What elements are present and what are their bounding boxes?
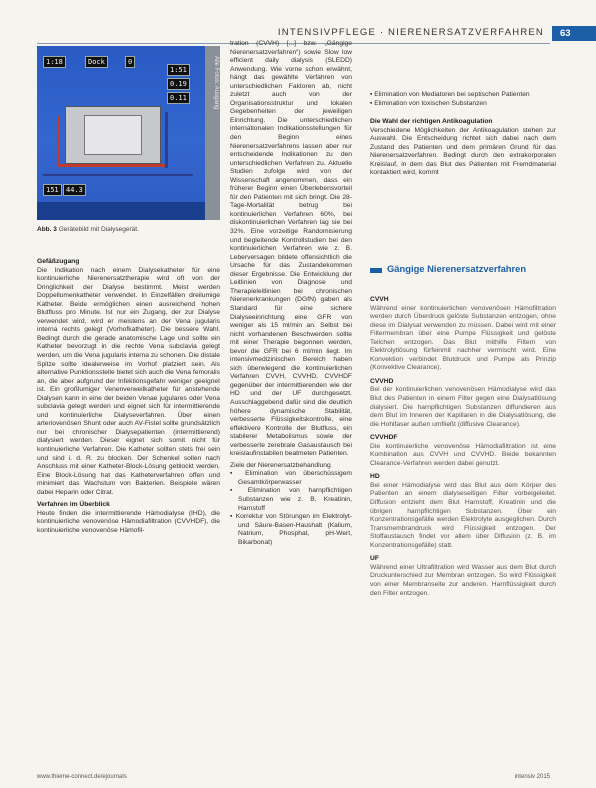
paragraph: tration (CVVH) [...] bzw. „Gängige Nierenersatzverfahren“) sowie Slow low efficient daily dialysis (SLEDD) Anwendung. Wie vorne schon erwähnt, hängt das gewählte Verfahren von unterschiedlichen Faktoren ab, nicht zuletzt auch von der Organisationsstruktur und lokalen Gegebenheiten der jeweiligen Einrichtung. Die unterschiedlichen internationalen Indikationsstellungen für den Beginn eines Nierenersatzverfahrens lassen aber nur entscheidende Indikationen zu den unterschiedlichen Verfahren zu. Aktuelle Studien zufolge wird von der Wissenschaft angenommen, dass ein früherer Beginn einen Überlebensvorteil für den Patienten mit sich bringt. Die 28-Tage-Mortalität betrug bei kontinuierlichen Verfahren 60%, bei diskontinuierlichen Verfahren lag sie bei 32%. Eine vorzeitige Randomisierung und begleitende Kontrollstudien bei den kontinuierlichen Verfahren wie z. B. Leberversagen bildete offensichtlich die Ursache für das Zustandekommen dieser Ergebnisse. Die Entwicklung der Leitlinien von Diagnose und Therapieleitlinien bei chronischen Nierenerkrankungen (DGfN) gaben als Standard für eine sichere Dialyseeinrichtung eine GFR von weniger als 15 ml/min an. Selbst bei nicht vorhandenen Beschwerden sollte mit einer Therapie begonnen werden, bevor die GFR bei 6 ml/min liegt. Im intensivmedizinischen Bereich haben sich überwiegend die kontinuierlichen Verfahren CVVH, CVVHD, CVVHDF gegenüber der intermittierenden wie der HD und der UF durchgesetzt. Ausschlaggebend dafür sind die deutlich höhere dynamische Stabilität, verbesserte Flüssigkeitskontrolle, eine effektivere Kontrolle der Blutfluss, ein stabilerer Metabolismus sowie der verbesserte zerebrale Gasaustausch bei kreislaufinstabilen beatmeten Patienten. xyxy=(230,40,352,458)
photo-credit-strip xyxy=(205,46,220,220)
readout: 151 xyxy=(43,184,62,196)
page-number: 63 xyxy=(552,26,596,41)
section-title: Gängige Nierenersatzverfahren xyxy=(387,263,527,274)
goals-heading: Ziele der Nierenersatzbehandlung xyxy=(230,461,331,469)
readout: 1:18 xyxy=(43,56,66,68)
caption-text: Gerätebild mit Dialysegerät. xyxy=(58,226,139,233)
readout: 44.3 xyxy=(63,184,86,196)
panel-footer xyxy=(37,202,205,220)
list-item: ▪ Elimination von überschüssigem Gesamtkörperwasser xyxy=(230,470,353,486)
column-1 xyxy=(37,258,220,536)
return-line xyxy=(165,112,168,168)
photo-credit: Alle Fotos: Ausgang xyxy=(213,56,219,110)
footer-url: www.thieme-connect.de/ejournals xyxy=(37,774,127,780)
blood-line xyxy=(57,164,167,167)
subheading-overview: Verfahren im Überblick xyxy=(37,501,110,509)
list-item: ▪ Elimination von Mediatoren bei septischen Patienten xyxy=(370,91,530,98)
method-name: CVVH xyxy=(370,296,389,303)
readout: 0.11 xyxy=(167,92,190,104)
method-name: CVVHDF xyxy=(370,434,398,442)
subheading-vascular-access: Gefäßzugang xyxy=(37,258,80,265)
method-text: Die kontinuierliche venovenöse Hämodiafiltration ist eine Kombination aus CVVH und CVVHD. Beide bekannten Clearance-Verfahren werden dabei genutzt. xyxy=(370,442,556,467)
paragraph: Verschiedene Möglichkeiten der Antikoagulation stehen zur Auswahl. Die Entscheidung richtet sich dabei nach dem Zustand des Patienten und dem primären Grund für das Nierenersatzverfahren. Bedingt durch den extrakorporalen Kreislauf, in dem das Blut des Patienten mit Fremdmaterial kontaktiert wird, kommt xyxy=(370,126,556,177)
list-item: ▪ Elimination von harnpflichtigen Substanzen wie z. B. Kreatinin, Harnstoff xyxy=(230,487,352,512)
dialysis-machine-photo xyxy=(37,46,220,220)
method-name: HD xyxy=(370,473,380,481)
section-heading xyxy=(370,263,556,274)
method-text: Während einer Ultrafiltration wird Wasser aus dem Blut durch Druckunterschied zur Membran entzogen. So wird Flüssigkeit von einer Membranseite zur anderen. Harnflüssigkeit durch den Filter entzogen. xyxy=(370,563,556,597)
readout: 0.19 xyxy=(167,78,190,90)
method-text: Bei einer Hämodialyse wird das Blut aus dem Körper des Patienten an einem dialyseseitigen Filter vorbeigeleitet. Diffusion entzieht dem Blut Harnstoff, Kreatinin und die übrigen harnpflichtigen Substanzen. Über ein Konzentrationsgefälle werden Elektrolyte ausgeglichen. Durch Transmembrandruck wird Flüssigkeit entzogen. Der Stoffaustausch findet vor allem über Diffusion (z. B. im Konzentrationsgefälle) statt. xyxy=(370,481,556,549)
paragraph: Die Indikation nach einem Dialysekatheter für eine kontinuierliche Nierenersatztherapie wird oft von der Dringlichkeit der Dialyse bestimmt. Meist werden Doppellumenkatheter verwendet. In Einzelfällen dreilumige Katheter. Beide ermöglichen einen ausreichend hohen Blutfluss pro Minute. Ist nur ein Zugang, der zur Dialyse verwendet wird, wird er meistens an der Vena jugularis interna rechts gelegt (Vorhofkatheter). Die bessere Wahl. Bedingt durch die gerade anatomische Lage und sollte ein Katheter bevorzugt in die rechte Vena subclavia gelegt werden, um die Vena jugularis interna zu schonen. Die distale Spitze sollte idealerweise im Vorhof platziert sein. Als alternative Punktionsstelle bietet sich auch die Vena femoralis an, die aber aufgrund der Infektionsgefahr weniger geeignet ist. Ein großlumiger Venenverweilkatheter für anstehende Dialysen kann in eine der beiden Venae jugulares oder Vena subclavia gelegt werden und eignet sich für intermittierende und kontinuierliche Dialyseverfahren. Über einen arteriovenösen Shunt oder auch AV-Fistel sollte grundsätzlich nur bei chronischer Dialysepatienten (intermittierend) dialysiert werden. Dieser eignet sich somit nicht für kontinuierliche Verfahren. Die Katheter sollten stets frei sein und sind i. d. R. zu blocken. Der Schenkel sollen nach Anschluss mit einer Katheter-Block-Lösung geblockt werden. Eine Block-Lösung hat das Katheterverfahren offen und minimiert das Wachstum von Bakterien. Beispiele wären dabei Heparin oder Citrat. xyxy=(37,266,220,496)
method-name: CVVHD xyxy=(370,377,394,385)
method-name: UF xyxy=(370,555,379,563)
figure-caption xyxy=(37,226,220,233)
paragraph: Heute finden die intermittierende Hämodialyse (IHD), die kontinuierliche venovenöse Hämodiafiltration (CVVHDF), die kontinuierliche venovenöse Hämofil- xyxy=(37,509,220,534)
blood-line xyxy=(57,116,60,166)
subheading-anticoagulation: Die Wahl der richtigen Antikoagulation xyxy=(370,118,493,126)
section-marker xyxy=(370,268,382,273)
column-3-methods xyxy=(370,291,556,598)
method-text: Bei der kontinuierlichen venovenösen Hämodialyse wird das Blut des Patienten in einem Filter gegen eine Dialysatlösung dialysiert. Die harnpflichtigen Substanzen diffundieren aus dem Blut im Inneren der Kapillaren in die Dialysatlösung, die die Hohlfaser außen umfließt (diffusive Clearance). xyxy=(370,386,556,428)
list-item: ▪ Korrektur von Störungen im Elektrolyt- und Säure-Basen-Haushalt (Kalium, Natrium, Phosphat, pH-Wert, Bikarbonat) xyxy=(230,513,352,546)
method-text: Während einer kontinuierlichen venovenösen Hämofiltration werden durch Überdruck gelöste Substanzen entzogen, ohne diese im Dialysat verwenden zu müssen. Dabei wird mit einer Filtermembran über eine Pumpe Flüssigkeit und gelöste Teilchen entzogen. Das Blut mithilfe Filtern von Elektrolytlösung fürfeinmit nachher vermischt wird. Eine Konvektion verbindet Blutdruck und Pumpe als Prinzip (Konvektive Clearance). xyxy=(370,304,556,372)
readout: 1:51 xyxy=(167,64,190,76)
list-item: ▪ Elimination von toxischen Substanzen xyxy=(370,99,487,107)
running-title: INTENSIVPFLEGE · NIERENERSATZVERFAHREN xyxy=(277,27,544,38)
footer-issue: intensiv 2015 xyxy=(514,774,550,780)
return-line xyxy=(43,174,193,176)
column-2 xyxy=(230,40,352,547)
machine-panel xyxy=(37,46,205,220)
readout: 0 xyxy=(125,56,135,68)
filter-housing xyxy=(65,106,161,164)
caption-label: Abb. 3 xyxy=(37,226,57,233)
column-3-top xyxy=(370,91,556,178)
readout: Dock xyxy=(85,56,108,68)
